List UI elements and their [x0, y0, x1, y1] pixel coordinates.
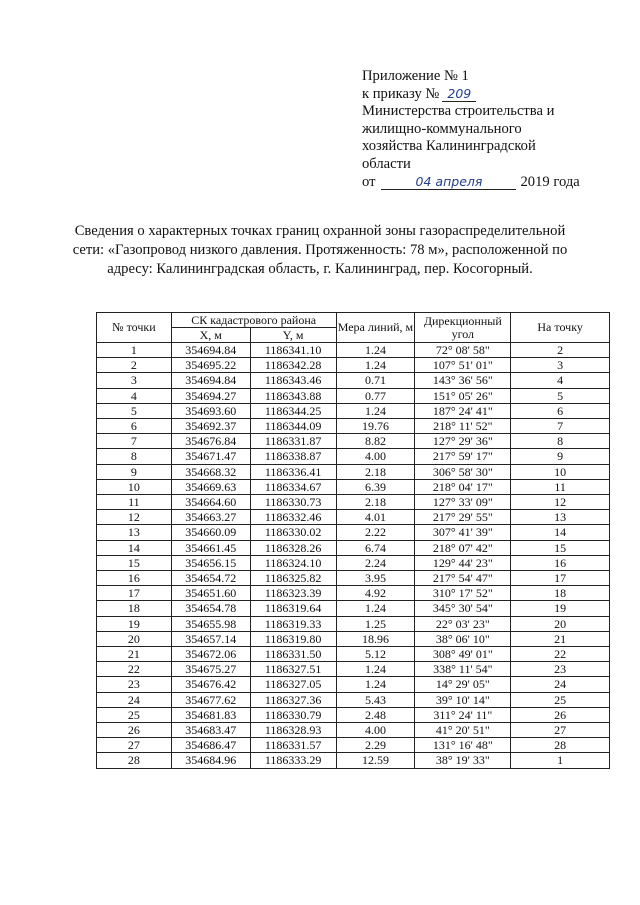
cell-y: 1186330.73 — [250, 495, 336, 510]
cell-measure: 0.71 — [336, 373, 415, 388]
cell-y: 1186319.64 — [250, 601, 336, 616]
cell-to-point: 14 — [511, 525, 610, 540]
table-row — [97, 555, 610, 570]
cell-x: 354692.37 — [171, 419, 250, 434]
cell-measure: 3.95 — [336, 571, 415, 586]
cell-x: 354676.84 — [171, 434, 250, 449]
cell-point: 11 — [97, 495, 172, 510]
order-reference — [362, 86, 632, 104]
cell-angle: 38° 19' 33" — [415, 753, 511, 768]
cell-to-point: 27 — [511, 723, 610, 738]
cell-x: 354694.27 — [171, 388, 250, 403]
ministry-line-1: Министерства строительства и — [362, 103, 555, 120]
table-row — [97, 510, 610, 525]
cell-point: 19 — [97, 616, 172, 631]
table-row — [97, 540, 610, 555]
cell-x: 354664.60 — [171, 495, 250, 510]
cell-y: 1186343.46 — [250, 373, 336, 388]
cell-point: 5 — [97, 403, 172, 418]
cell-angle: 217° 54' 47" — [415, 571, 511, 586]
cell-point: 15 — [97, 555, 172, 570]
cell-measure: 1.24 — [336, 677, 415, 692]
cell-angle: 38° 06' 10" — [415, 631, 511, 646]
cell-y: 1186338.87 — [250, 449, 336, 464]
order-number-handwritten: 209 — [442, 87, 476, 102]
cell-measure: 5.43 — [336, 692, 415, 707]
table-row — [97, 692, 610, 707]
table-row — [97, 525, 610, 540]
cell-point: 22 — [97, 662, 172, 677]
cell-x: 354655.98 — [171, 616, 250, 631]
header-angle: Дирекционный угол — [415, 313, 511, 343]
ministry-line-3: хозяйства Калининградской — [362, 138, 536, 155]
cell-to-point: 20 — [511, 616, 610, 631]
table-row — [97, 738, 610, 753]
cell-angle: 217° 29' 55" — [415, 510, 511, 525]
cell-to-point: 26 — [511, 707, 610, 722]
cell-point: 17 — [97, 586, 172, 601]
table-row — [97, 753, 610, 768]
cell-to-point: 15 — [511, 540, 610, 555]
date-handwritten: 04 апреля — [381, 175, 516, 190]
cell-measure: 4.00 — [336, 449, 415, 464]
cell-measure: 1.24 — [336, 601, 415, 616]
header-y: Y, м — [250, 328, 336, 343]
cell-to-point: 8 — [511, 434, 610, 449]
cell-y: 1186330.79 — [250, 707, 336, 722]
cell-point: 23 — [97, 677, 172, 692]
cell-point: 9 — [97, 464, 172, 479]
date-suffix: 2019 года — [520, 173, 580, 190]
cell-point: 7 — [97, 434, 172, 449]
cell-to-point: 24 — [511, 677, 610, 692]
cell-to-point: 12 — [511, 495, 610, 510]
header-point: № точки — [97, 313, 172, 343]
header-cadastral: СК кадастрового района — [171, 313, 336, 328]
cell-x: 354693.60 — [171, 403, 250, 418]
cell-measure: 19.76 — [336, 419, 415, 434]
cell-y: 1186327.05 — [250, 677, 336, 692]
cell-x: 354684.96 — [171, 753, 250, 768]
cell-to-point: 28 — [511, 738, 610, 753]
cell-y: 1186319.33 — [250, 616, 336, 631]
cell-to-point: 18 — [511, 586, 610, 601]
cell-y: 1186327.51 — [250, 662, 336, 677]
ministry-line-4: области — [362, 155, 411, 172]
table-row — [97, 586, 610, 601]
cell-x: 354671.47 — [171, 449, 250, 464]
cell-y: 1186328.93 — [250, 723, 336, 738]
cell-y: 1186336.41 — [250, 464, 336, 479]
cell-angle: 218° 07' 42" — [415, 540, 511, 555]
cell-x: 354676.42 — [171, 677, 250, 692]
order-prefix: к приказу № — [362, 85, 440, 102]
cell-to-point: 11 — [511, 479, 610, 494]
cell-to-point: 3 — [511, 358, 610, 373]
cell-x: 354660.09 — [171, 525, 250, 540]
appendix-header — [362, 68, 632, 191]
cell-point: 27 — [97, 738, 172, 753]
table-row — [97, 388, 610, 403]
appendix-title: Приложение № 1 — [362, 68, 469, 84]
cell-angle: 41° 20' 51" — [415, 723, 511, 738]
date-prefix: от — [362, 173, 376, 190]
cell-to-point: 1 — [511, 753, 610, 768]
cell-y: 1186330.02 — [250, 525, 336, 540]
cell-y: 1186341.10 — [250, 343, 336, 358]
cell-angle: 14° 29' 05" — [415, 677, 511, 692]
cell-y: 1186324.10 — [250, 555, 336, 570]
cell-point: 12 — [97, 510, 172, 525]
table-row — [97, 449, 610, 464]
table-row — [97, 464, 610, 479]
cell-measure: 1.24 — [336, 358, 415, 373]
cell-point: 2 — [97, 358, 172, 373]
cell-point: 6 — [97, 419, 172, 434]
cell-to-point: 9 — [511, 449, 610, 464]
cell-measure: 2.18 — [336, 495, 415, 510]
cell-x: 354675.27 — [171, 662, 250, 677]
table-row — [97, 343, 610, 358]
order-date — [362, 174, 632, 192]
cell-point: 14 — [97, 540, 172, 555]
cell-to-point: 7 — [511, 419, 610, 434]
cell-y: 1186325.82 — [250, 571, 336, 586]
cell-x: 354669.63 — [171, 479, 250, 494]
cell-angle: 129° 44' 23" — [415, 555, 511, 570]
cell-x: 354651.60 — [171, 586, 250, 601]
cell-point: 4 — [97, 388, 172, 403]
cell-angle: 345° 30' 54" — [415, 601, 511, 616]
cell-point: 16 — [97, 571, 172, 586]
cell-measure: 0.77 — [336, 388, 415, 403]
cell-y: 1186333.29 — [250, 753, 336, 768]
cell-x: 354695.22 — [171, 358, 250, 373]
table-body — [97, 343, 610, 769]
cell-to-point: 6 — [511, 403, 610, 418]
cell-to-point: 13 — [511, 510, 610, 525]
table-row — [97, 479, 610, 494]
cell-angle: 127° 29' 36" — [415, 434, 511, 449]
cell-measure: 2.18 — [336, 464, 415, 479]
table-row — [97, 373, 610, 388]
cell-measure: 2.24 — [336, 555, 415, 570]
cell-y: 1186323.39 — [250, 586, 336, 601]
ministry-line-2: жилищно-коммунального — [362, 120, 522, 137]
table-row — [97, 707, 610, 722]
table-row — [97, 403, 610, 418]
table-row — [97, 495, 610, 510]
cell-y: 1186331.87 — [250, 434, 336, 449]
cell-point: 10 — [97, 479, 172, 494]
cell-to-point: 25 — [511, 692, 610, 707]
table-row — [97, 662, 610, 677]
cell-to-point: 19 — [511, 601, 610, 616]
cell-y: 1186319.80 — [250, 631, 336, 646]
cell-measure: 8.82 — [336, 434, 415, 449]
table-row — [97, 677, 610, 692]
document-title: Сведения о характерных точках границ охранной зоны газораспределительной сети: «Газопровод низкого давления. Протяженность: 78 м», расположенной по адресу: Калининградская область, г. Калининград, пер. Косогорный. — [72, 223, 568, 277]
header-x: X, м — [171, 328, 250, 343]
cell-measure: 1.24 — [336, 662, 415, 677]
cell-angle: 310° 17' 52" — [415, 586, 511, 601]
cell-x: 354657.14 — [171, 631, 250, 646]
cell-angle: 131° 16' 48" — [415, 738, 511, 753]
cell-to-point: 21 — [511, 631, 610, 646]
cell-to-point: 16 — [511, 555, 610, 570]
cell-measure: 4.92 — [336, 586, 415, 601]
cell-point: 8 — [97, 449, 172, 464]
cell-y: 1186344.25 — [250, 403, 336, 418]
cell-to-point: 17 — [511, 571, 610, 586]
table-row — [97, 358, 610, 373]
cell-x: 354672.06 — [171, 647, 250, 662]
cell-to-point: 2 — [511, 343, 610, 358]
header-measure: Мера линий, м — [336, 313, 415, 343]
cell-x: 354683.47 — [171, 723, 250, 738]
table-row — [97, 723, 610, 738]
cell-measure: 18.96 — [336, 631, 415, 646]
cell-measure: 12.59 — [336, 753, 415, 768]
cell-angle: 307° 41' 39" — [415, 525, 511, 540]
table-row — [97, 419, 610, 434]
cell-angle: 311° 24' 11" — [415, 707, 511, 722]
cell-y: 1186342.28 — [250, 358, 336, 373]
cell-y: 1186343.88 — [250, 388, 336, 403]
table-row — [97, 616, 610, 631]
cell-point: 28 — [97, 753, 172, 768]
cell-angle: 187° 24' 41" — [415, 403, 511, 418]
cell-angle: 143° 36' 56" — [415, 373, 511, 388]
cell-angle: 338° 11' 54" — [415, 662, 511, 677]
cell-angle: 151° 05' 26" — [415, 388, 511, 403]
cell-angle: 306° 58' 30" — [415, 464, 511, 479]
cell-to-point: 23 — [511, 662, 610, 677]
cell-x: 354654.78 — [171, 601, 250, 616]
cell-angle: 218° 04' 17" — [415, 479, 511, 494]
cell-x: 354654.72 — [171, 571, 250, 586]
table-row — [97, 631, 610, 646]
cell-to-point: 22 — [511, 647, 610, 662]
cell-point: 13 — [97, 525, 172, 540]
header-to-point: На точку — [511, 313, 610, 343]
cell-point: 21 — [97, 647, 172, 662]
cell-measure: 2.48 — [336, 707, 415, 722]
cell-y: 1186334.67 — [250, 479, 336, 494]
cell-y: 1186328.26 — [250, 540, 336, 555]
cell-measure: 4.00 — [336, 723, 415, 738]
cell-x: 354661.45 — [171, 540, 250, 555]
cell-angle: 218° 11' 52" — [415, 419, 511, 434]
cell-point: 1 — [97, 343, 172, 358]
cell-measure: 4.01 — [336, 510, 415, 525]
cell-measure: 1.24 — [336, 343, 415, 358]
cell-x: 354686.47 — [171, 738, 250, 753]
cell-to-point: 4 — [511, 373, 610, 388]
table-row — [97, 647, 610, 662]
cell-x: 354663.27 — [171, 510, 250, 525]
cell-x: 354668.32 — [171, 464, 250, 479]
cell-x: 354677.62 — [171, 692, 250, 707]
cell-x: 354681.83 — [171, 707, 250, 722]
cell-point: 20 — [97, 631, 172, 646]
cell-angle: 39° 10' 14" — [415, 692, 511, 707]
table-row — [97, 434, 610, 449]
cell-point: 3 — [97, 373, 172, 388]
cell-angle: 127° 33' 09" — [415, 495, 511, 510]
cell-y: 1186332.46 — [250, 510, 336, 525]
cell-angle: 22° 03' 23" — [415, 616, 511, 631]
cell-angle: 72° 08' 58" — [415, 343, 511, 358]
cell-angle: 217° 59' 17" — [415, 449, 511, 464]
cell-x: 354694.84 — [171, 373, 250, 388]
cell-angle: 308° 49' 01" — [415, 647, 511, 662]
cell-measure: 2.29 — [336, 738, 415, 753]
cell-measure: 5.12 — [336, 647, 415, 662]
cell-x: 354656.15 — [171, 555, 250, 570]
cell-measure: 1.24 — [336, 403, 415, 418]
cell-y: 1186327.36 — [250, 692, 336, 707]
cell-to-point: 10 — [511, 464, 610, 479]
table-row — [97, 601, 610, 616]
cell-point: 25 — [97, 707, 172, 722]
table-row — [97, 571, 610, 586]
cell-y: 1186331.50 — [250, 647, 336, 662]
cell-x: 354694.84 — [171, 343, 250, 358]
cell-measure: 2.22 — [336, 525, 415, 540]
cell-measure: 6.39 — [336, 479, 415, 494]
cell-point: 24 — [97, 692, 172, 707]
cell-measure: 6.74 — [336, 540, 415, 555]
cell-to-point: 5 — [511, 388, 610, 403]
cell-y: 1186331.57 — [250, 738, 336, 753]
coordinates-table — [96, 312, 610, 769]
cell-y: 1186344.09 — [250, 419, 336, 434]
cell-point: 26 — [97, 723, 172, 738]
cell-point: 18 — [97, 601, 172, 616]
cell-measure: 1.25 — [336, 616, 415, 631]
cell-angle: 107° 51' 01" — [415, 358, 511, 373]
